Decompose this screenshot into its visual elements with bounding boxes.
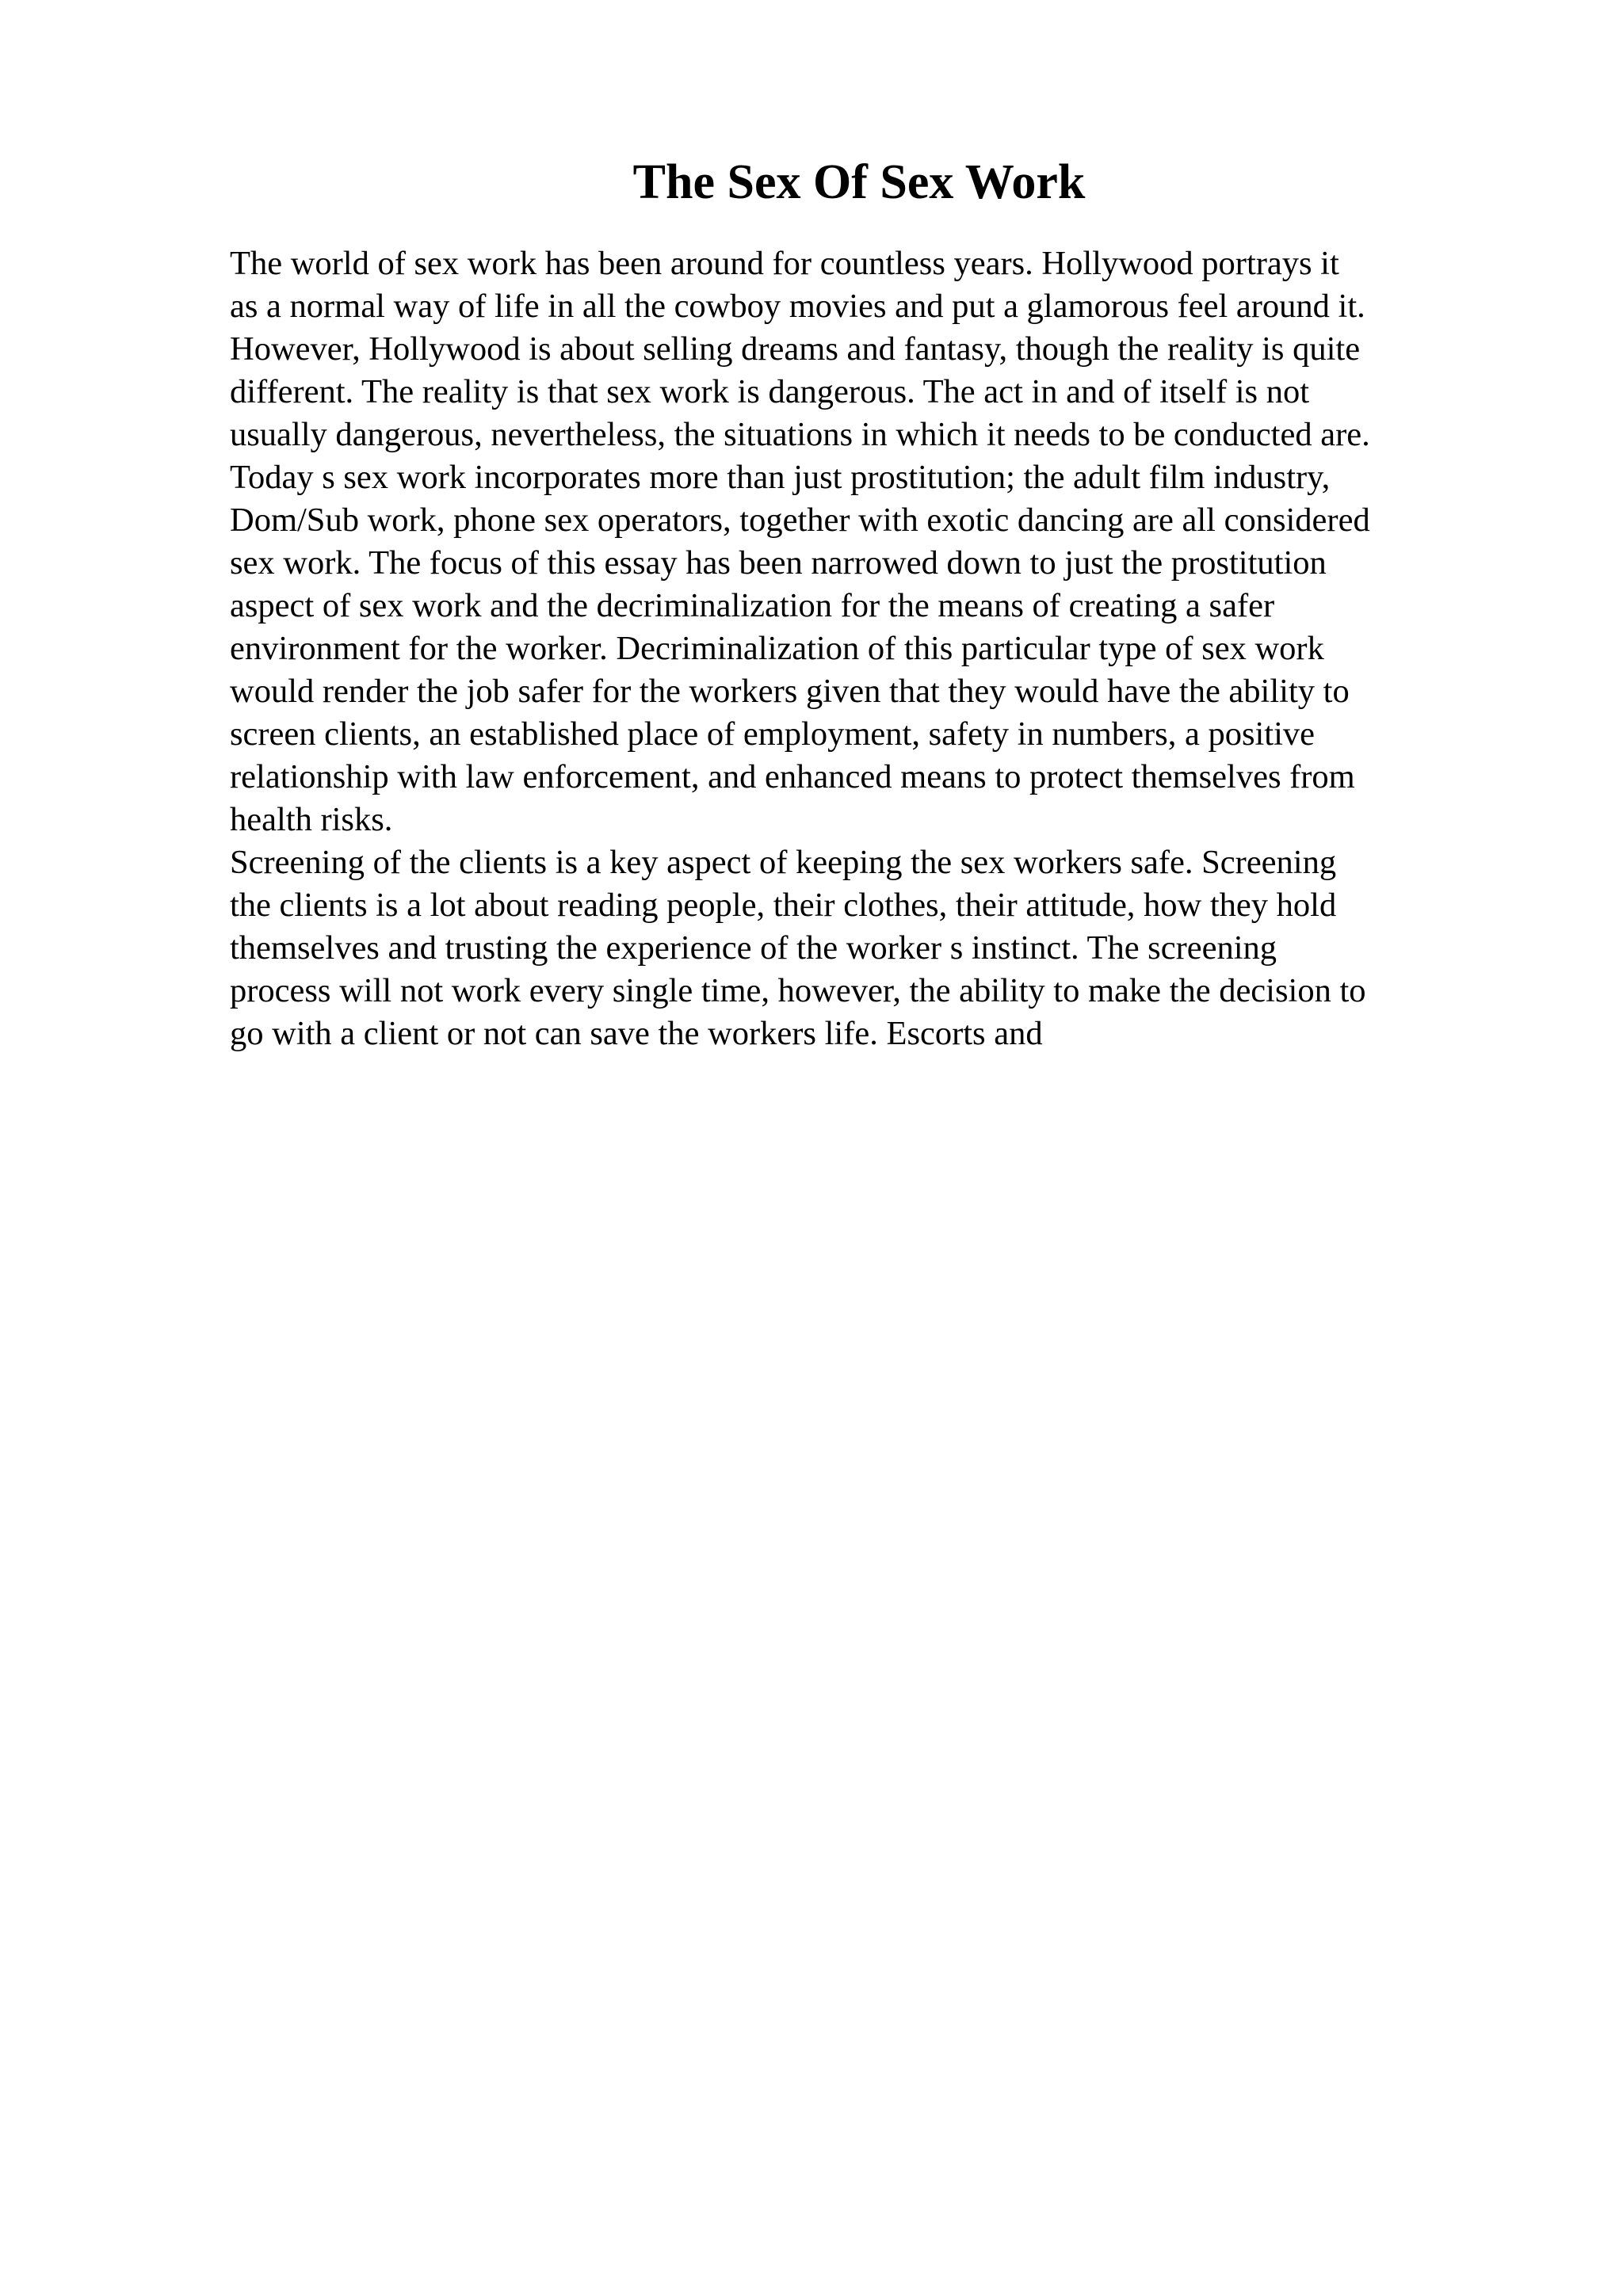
body-line: the clients is a lot about reading people, their clothes, their attitude, how they hold (230, 887, 1337, 924)
body-line: themselves and trusting the experience of the worker s instinct. The screening (230, 929, 1277, 967)
body-line: environment for the worker. Decriminalization of this particular type of sex work (230, 630, 1324, 667)
body-line: aspect of sex work and the decriminalization for the means of creating a safer (230, 587, 1275, 624)
body-line: Screening of the clients is a key aspect of keeping the sex workers safe. Screening (230, 844, 1337, 881)
document-body (230, 242, 1514, 1055)
body-line: However, Hollywood is about selling dreams and fantasy, though the reality is quite (230, 330, 1361, 368)
body-line: as a normal way of life in all the cowboy movies and put a glamorous feel around it. (230, 288, 1365, 325)
body-line: process will not work every single time, however, the ability to make the decision to (230, 972, 1366, 1009)
body-line: sex work. The focus of this essay has been narrowed down to just the prostitution (230, 544, 1327, 582)
body-line: go with a client or not can save the workers life. Escorts and (230, 1015, 1043, 1052)
body-line: health risks. (230, 801, 393, 838)
body-line: screen clients, an established place of employment, safety in numbers, a positive (230, 715, 1316, 753)
body-line: usually dangerous, nevertheless, the situations in which it needs to be conducted are. (230, 416, 1370, 453)
body-line: Today s sex work incorporates more than just prostitution; the adult film industry, (230, 459, 1331, 496)
document-title: The Sex Of Sex Work (632, 155, 1086, 209)
body-line: different. The reality is that sex work is dangerous. The act in and of itself is not (230, 373, 1310, 410)
body-line: Dom/Sub work, phone sex operators, together with exotic dancing are all considered (230, 502, 1370, 539)
body-line: would render the job safer for the workers given that they would have the ability to (230, 673, 1350, 710)
body-line: The world of sex work has been around for countless years. Hollywood portrays it (230, 245, 1339, 282)
body-line: relationship with law enforcement, and enhanced means to protect themselves from (230, 758, 1355, 795)
